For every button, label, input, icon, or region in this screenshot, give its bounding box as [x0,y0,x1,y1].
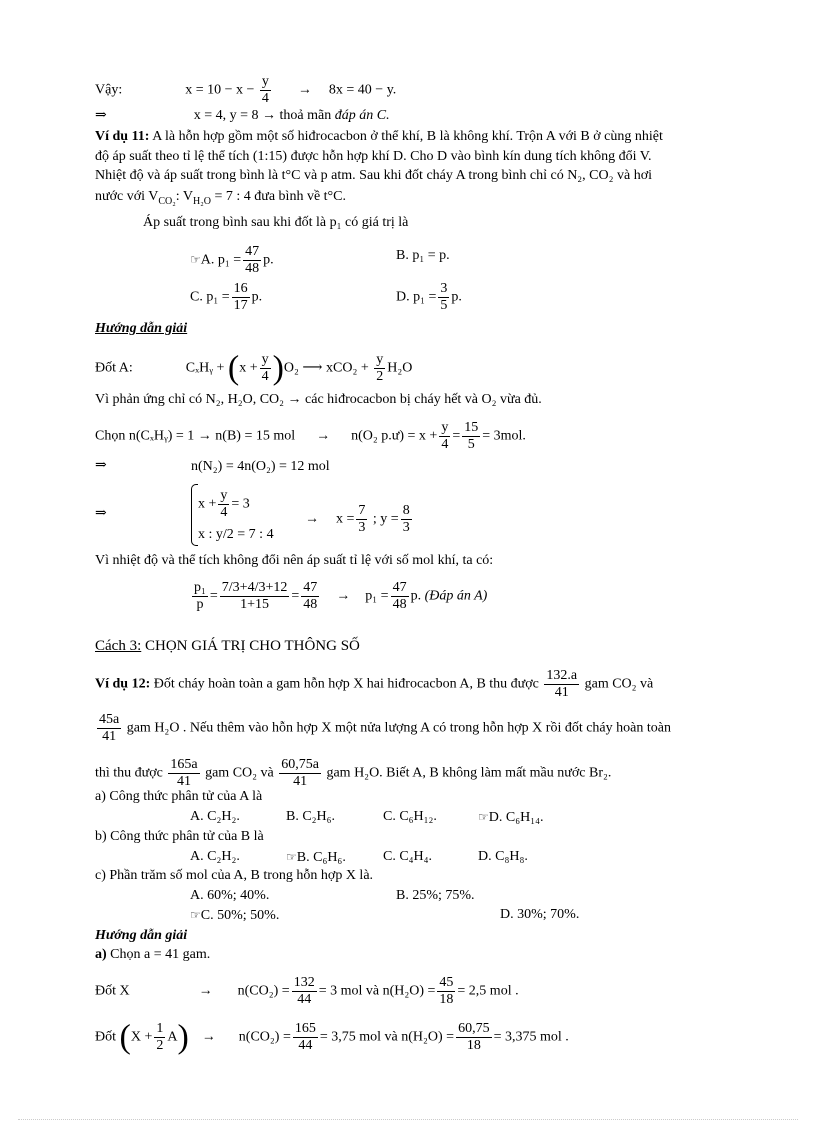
label: Chọn [95,428,126,444]
eq-xy: x = 4, y = 8 [193,108,259,123]
implies-2: ⇒ [95,506,107,521]
vd11-line2 [95,148,652,166]
text: xCO₂ + [326,360,369,376]
text: n(CₓHᵧ) = 1 → n(B) = 15 mol [128,428,296,444]
arrow: → [316,428,331,444]
frac: $\frac{47}{48}$ [303,580,318,612]
eq-x: x = 10 − x − [185,82,255,98]
qc-option-c [190,906,279,925]
text: A là hỗn hợp gồm một số hiđrocacbon ở thể khí, B là không khí. Trộn A với B ở cùng nhiệt [152,129,663,144]
label: Đốt [95,1029,116,1045]
frac-y4: $\frac{y}{4}$ [261,74,269,106]
method-3-heading [95,637,360,655]
question-c: c) Phần trăm số mol của A, B trong hỗn hợp X là. [95,868,374,883]
answer-ref: đáp án C. [334,108,390,123]
arrow: → [336,588,351,604]
text: = [209,588,218,604]
frac: $\frac{8}{3}$ [402,503,410,535]
arrow: ⟶ [302,360,323,376]
text: p. [251,289,263,305]
text: D. C₆H₁₄. [488,810,544,825]
eq-8x: 8x = 40 − y. [328,82,397,98]
text: = [452,428,461,444]
frac: $\frac{132.a}{41}$ [546,668,578,700]
correct-answer-icon: ☞ [478,810,489,824]
vd11-option-b [396,247,450,265]
text: gam H₂O . Nếu thêm vào hỗn hợp X một nửa lượng A có trong hỗn hợp X rồi đốt cháy hoàn toàn [126,720,671,736]
ratio-line: Vì nhiệt độ và thể tích không đổi nên áp suất tỉ lệ với số mol khí, ta có: [95,553,494,568]
label: Đốt X [95,983,130,999]
text: H₂O [387,360,413,376]
vd11-option-c [190,281,262,314]
option-label: A. [200,252,215,268]
frac: $\frac{16}{17}$ [233,281,248,313]
correct-answer-icon: ☞ [190,252,201,267]
text: O₂ [283,360,299,376]
qa-option-c: C. C₆H₁₂. [383,809,437,824]
frac: $\frac{47}{48}$ [392,580,407,612]
example-title: Ví dụ 12: [95,676,151,692]
n-n2-line: n(N₂) = 4n(O₂) = 12 mol [191,459,330,474]
text: p₁ = [206,289,230,305]
text: A [167,1029,178,1045]
text: p. [410,588,422,604]
qb-option-a: A. C₂H₂. [190,849,240,864]
qb-option-d: D. C₈H₈. [478,849,528,864]
solution-heading: Hướng dẫn giải [95,321,188,336]
text: x + [239,360,258,376]
text: gam H₂O. Biết A, B không làm mất mầu nước Br₂. [326,765,612,781]
text: Chọn a = 41 gam. [110,947,211,962]
frac: $\frac{45}{18}$ [439,975,454,1007]
system-eq1 [198,488,250,521]
solution-a-line [95,946,210,964]
qb-option-b [286,848,346,867]
answer-ref: (Đáp án A) [424,588,488,604]
text: X + [130,1029,153,1045]
page-bottom-rule [18,1119,798,1120]
text: = 3,75 mol và [319,1029,398,1045]
text: n(H₂O) = [382,983,436,999]
text: p₁ = [365,588,389,604]
qa-option-a: A. C₂H₂. [190,809,240,824]
frac: $\frac{60,75a}{41}$ [281,757,319,789]
question-b: b) Công thức phân tử của B là [95,829,264,844]
vd12-line1 [95,668,653,701]
vd11-option-a [190,244,274,277]
solution-heading-2: Hướng dẫn giải [95,928,188,943]
label-vay: Vậy: [95,82,123,98]
text: = [291,588,300,604]
burn-xa-line: Đốt (X + $\frac{1}{2}$ A) → n(CO₂) = $\frac{165}{44}$ = 3,75 mol và n(H₂O) = $\frac{60,75}{18}$ = 3,375 mol . [95,1018,569,1056]
text: = 7 : 4 [214,189,251,204]
text: = 3 [231,496,250,512]
qa-option-b: B. C₂H₆. [286,809,336,824]
vd11-line1 [95,128,663,146]
example-title: Ví dụ 11: [95,129,150,144]
text: p₁ = [413,289,437,305]
vd11-line4 [95,188,346,211]
choose-line [95,420,526,453]
frac: $\frac{y}{4}$ [261,352,269,384]
implies-symbol: ⇒ [95,108,107,123]
arrow: → [297,82,312,98]
text: p. [451,289,462,305]
frac: $\frac{7}{3}$ [358,503,366,535]
text: p₁ = [217,252,242,268]
method-label: Cách 3: [95,638,142,654]
option-label: D. [396,289,410,305]
arrow: → [198,983,213,999]
frac: $\frac{45a}{41}$ [99,712,120,744]
question-a: a) Công thức phân tử của A là [95,789,263,804]
qa-option-d [478,808,543,827]
qb-option-c: C. C₄H₄. [383,849,433,864]
frac: $\frac{165a}{41}$ [170,757,198,789]
text: p. [263,252,274,268]
system-eq2: x : y/2 = 7 : 4 [198,527,274,542]
text: n(O₂ p.ư) = x + [351,428,438,444]
text: = 3 mol và [318,983,380,999]
qc-option-d: D. 30%; 70%. [500,907,580,922]
text: x + [198,496,217,512]
text: gam CO₂ và [584,676,654,692]
text: = 3,375 mol . [493,1029,569,1045]
text: gam CO₂ và [205,765,274,781]
qc-option-a: A. 60%; 40%. [190,888,270,903]
vd11-option-d [396,281,462,314]
option-label: C. [190,289,203,305]
vd11-question [143,214,408,232]
text: Áp suất trong bình sau khi đốt là p₁ có giá trị là [143,215,409,230]
text: ; [372,511,377,527]
frac: $\frac{1}{2}$ [156,1021,164,1053]
system-brace [191,484,198,546]
text: H₂O [193,195,211,207]
text: V [148,189,159,204]
vd12-line3 [95,757,611,790]
frac: $\frac{y}{4}$ [441,420,449,452]
text: độ áp suất theo tỉ lệ thể tích (1:15) được hỗn hợp khí D. Cho D vào bình kín dung tích không đổi V. [95,149,652,164]
frac: $\frac{132}{44}$ [293,975,315,1007]
frac: $\frac{y}{2}$ [376,352,384,384]
correct-answer-icon: ☞ [286,850,297,864]
text: B. C₆H₆. [296,850,346,865]
reason-line: Vì phản ứng chỉ có N₂, H₂O, CO₂ → các hiđrocacbon bị cháy hết và O₂ vừa đủ. [95,392,542,407]
arrow: → [262,108,277,123]
text: C. 50%; 50%. [200,908,280,923]
text: B. p₁ = p. [396,248,450,263]
arrow: → [201,1029,216,1045]
text: thoả mãn [279,108,332,123]
text: : V [175,189,194,204]
frac: $\frac{7/3+4/3+12}{1+15}$ [221,580,288,612]
label: Đốt A: [95,360,133,376]
ratio-equation [190,580,487,613]
qc-option-b: B. 25%; 75%. [396,888,475,903]
frac: $\frac{165}{44}$ [294,1021,316,1053]
line-result [95,107,390,125]
text: nước với [95,189,145,204]
correct-answer-icon: ☞ [190,908,201,922]
frac: $\frac{\text{p₁}}{p}$ [194,580,206,612]
method-title: CHỌN GIÁ TRỊ CHO THÔNG SỐ [145,638,360,654]
text: CₓHᵧ + [185,360,225,376]
text: thì thu được [95,765,163,781]
text: CO₂ [158,195,176,207]
text: đưa bình về t°C. [254,189,346,204]
text: = 2,5 mol . [457,983,519,999]
text: x = [336,511,355,527]
text: Nhiệt độ và áp suất trong bình là t°C và p atm. Sau khi đốt cháy A trong bình chỉ có N₂, CO₂ và hơi [95,168,653,183]
line-vay [95,74,396,107]
text: Đốt cháy hoàn toàn a gam hỗn hợp X hai hiđrocacbon A, B thu được [153,676,539,692]
vd12-line2 [95,712,671,745]
vd11-line3 [95,167,652,185]
frac: $\frac{3}{5}$ [440,281,448,313]
text: y = [380,511,399,527]
system-solution [305,503,414,536]
implies-1: ⇒ [95,458,107,473]
part-label: a) [95,947,107,962]
frac: $\frac{47}{48}$ [245,244,260,276]
text: n(CO₂) = [238,1029,291,1045]
burn-equation: Đốt A: CₓHᵧ + (x + $\frac{y}{4}$ )O₂ ⟶ xCO₂ + $\frac{y}{2}$ H₂O [95,349,413,387]
frac: $\frac{15}{5}$ [464,420,479,452]
arrow: → [305,511,319,527]
frac: $\frac{60,75}{18}$ [458,1021,490,1053]
text: n(CO₂) = [237,983,290,999]
text: = 3mol. [482,428,526,444]
frac: $\frac{y}{4}$ [220,488,228,520]
burn-x-line [95,975,519,1008]
text: n(H₂O) = [401,1029,455,1045]
